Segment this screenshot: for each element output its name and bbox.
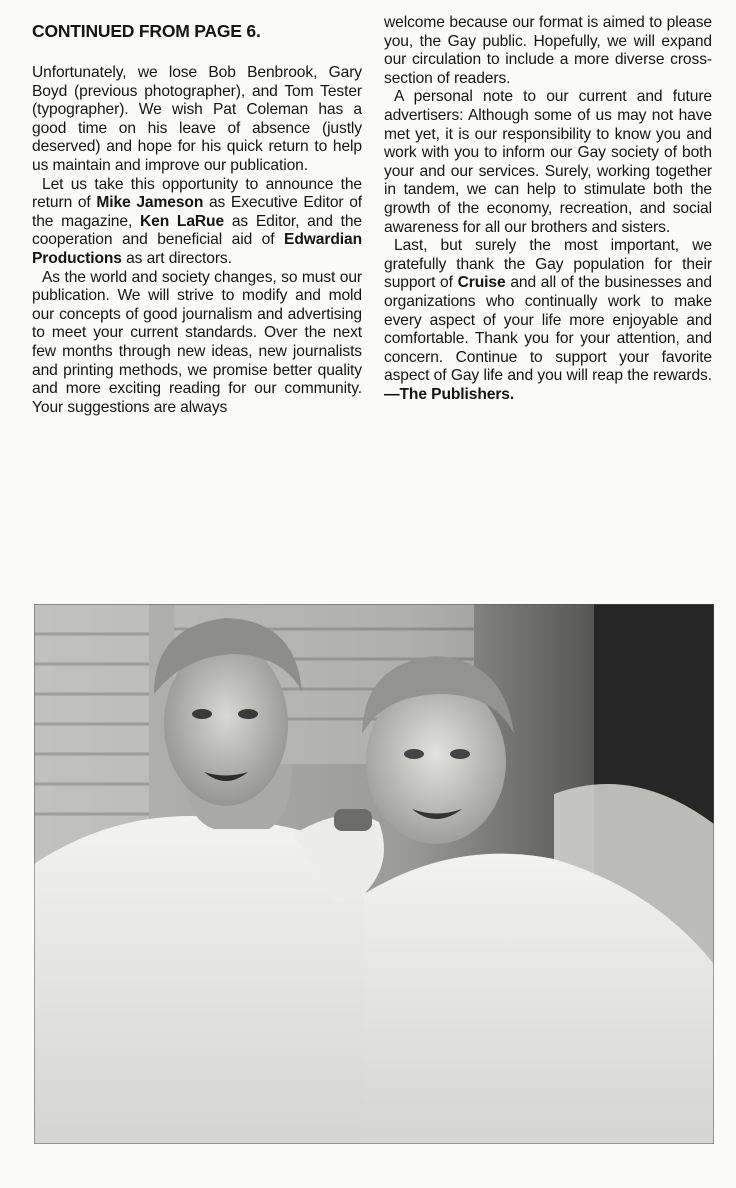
photo-illustration <box>34 604 714 1144</box>
announcement-text-1: Let us take this opportunity to announce the return of <box>32 175 362 212</box>
publishers-signature: —The Publishers. <box>384 385 515 403</box>
paragraph-announcement <box>32 176 362 269</box>
paragraph-staff-changes: Unfortunately, we lose Bob Benbrook, Gary Boyd (previous photographer), and Tom Tester (typographer). We wish Pat Coleman has a good time on his leave of absence (justly deserved) and hope for his quick return to help us maintain and improve our publication. <box>32 64 362 174</box>
paragraph-society-changes: As the world and society changes, so must our publication. We will strive to modify and mold our concepts of good journalism and advertising to meet your current standards. Over the next few months through new ideas, new journalists and printing methods, we promise better quality and more exciting reading for our community. Your suggestions are always <box>32 268 362 416</box>
announcement-text-4: as art directors. <box>121 249 232 267</box>
paragraph-thanks <box>384 237 712 404</box>
thanks-text-2: and all of the businesses and organizations who continually work to make every aspect of your life more enjoyable and comfortable. Thank you for your attention, and concern. Continue to support your favorite aspect of Gay life and you will reap the rewards. <box>384 274 712 385</box>
announcement-text-3: as Editor, and the cooperation and beneficial aid of <box>32 212 362 249</box>
name-cruise: Cruise <box>457 274 506 292</box>
paragraph-format-welcome: welcome because our format is aimed to please you, the Gay public. Hopefully, we will expand our circulation to include a more diverse cross-section of readers. <box>384 14 712 87</box>
photo-two-men <box>34 604 714 1144</box>
left-column <box>32 14 362 417</box>
name-mike-jameson: Mike Jameson <box>96 194 204 212</box>
thanks-text-1: Last, but surely the most important, we gratefully thank the Gay population for their support of <box>384 237 712 292</box>
continued-heading: CONTINUED FROM PAGE 6. <box>32 21 261 41</box>
paragraph-advertisers-note: A personal note to our current and future advertisers: Although some of us may not have met yet, it is our responsibility to know you and work with you to inform our Gay society of both your and our services. Surely, working together in tandem, we can help to stimulate both the growth of the economy, recreation, and social awareness for all our brothers and sisters. <box>384 88 712 236</box>
name-ken-larue: Ken LaRue <box>139 212 225 230</box>
name-edwardian-productions: Edwardian Productions <box>32 231 362 267</box>
right-column <box>384 14 712 404</box>
announcement-text-2: as Executive Editor of the magazine, <box>32 194 362 230</box>
